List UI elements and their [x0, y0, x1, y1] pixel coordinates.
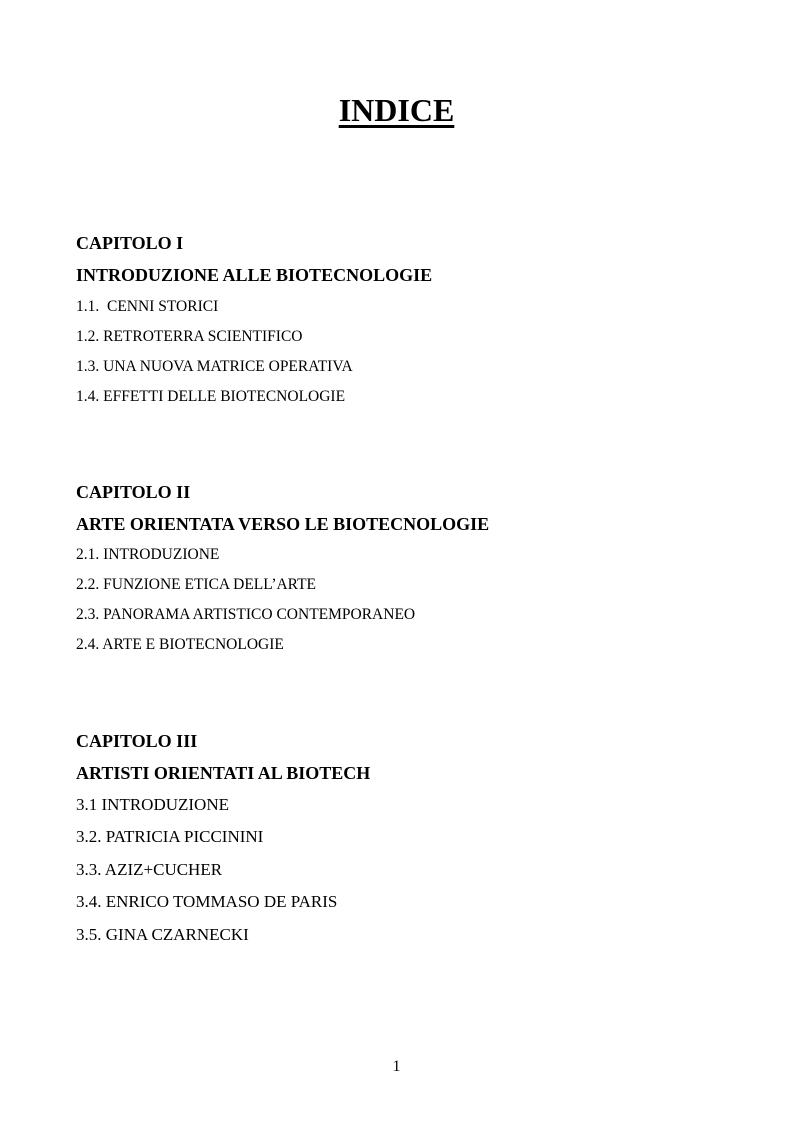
- section-1-4: 1.4. EFFETTI DELLE BIOTECNOLOGIE: [76, 388, 346, 405]
- chapter-3-label: CAPITOLO III: [76, 731, 198, 751]
- section-2-4: 2.4. ARTE E BIOTECNOLOGIE: [76, 636, 284, 653]
- section-1-2: 1.2. RETROTERRA SCIENTIFICO: [76, 328, 303, 345]
- section-2-2: 2.2. FUNZIONE ETICA DELL’ARTE: [76, 576, 317, 593]
- section-3-5: 3.5. GINA CZARNECKI: [76, 925, 249, 944]
- section-3-3: 3.3. AZIZ+CUCHER: [76, 860, 223, 879]
- section-2-1: 2.1. INTRODUZIONE: [76, 546, 220, 563]
- section-3-4: 3.4. ENRICO TOMMASO DE PARIS: [76, 892, 338, 911]
- chapter-1-label: CAPITOLO I: [76, 233, 184, 253]
- chapter-2-title: ARTE ORIENTATA VERSO LE BIOTECNOLOGIE: [76, 514, 490, 534]
- chapter-2-label: CAPITOLO II: [76, 482, 191, 502]
- chapter-3-title: ARTISTI ORIENTATI AL BIOTECH: [76, 763, 371, 783]
- section-2-3: 2.3. PANORAMA ARTISTICO CONTEMPORANEO: [76, 606, 416, 623]
- section-1-1: 1.1. CENNI STORICI: [76, 298, 219, 315]
- page-number: 1: [392, 1058, 401, 1075]
- chapter-1-title: INTRODUZIONE ALLE BIOTECNOLOGIE: [76, 265, 433, 285]
- section-3-1: 3.1 INTRODUZIONE: [76, 795, 229, 814]
- section-1-3: 1.3. UNA NUOVA MATRICE OPERATIVA: [76, 358, 353, 375]
- page-title: INDICE: [338, 92, 455, 128]
- section-3-2: 3.2. PATRICIA PICCININI: [76, 827, 264, 846]
